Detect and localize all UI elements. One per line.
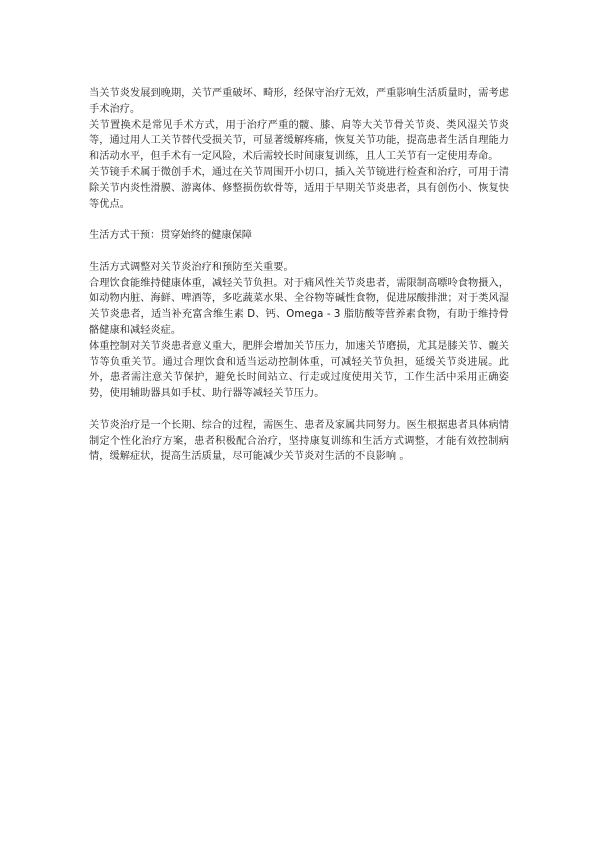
paragraph-arthroscopy: 关节镜手术属于微创手术，通过在关节周围开小切口，插入关节镜进行检查和治疗，可用于清除关节内炎性滑膜、游离体、修整损伤软骨等，适用于早期关节炎患者，具有创伤小、恢复快等优点。: [89, 166, 509, 210]
paragraph-weight-control: 体重控制对关节炎患者意义重大，肥胖会增加关节压力，加速关节磨损，尤其是膝关节、髋关节等负重关节。通过合理饮食和适当运动控制体重，可减轻关节负担，延缓关节炎进展。此外，患者需注意关节保护，避免长时间站立、行走或过度使用关节，工作生活中采用正确姿势，使用辅助器具如手杖、助行器等减轻关节压力。: [89, 340, 509, 400]
paragraph-joint-replacement: 关节置换术是常见手术方式，用于治疗严重的髋、膝、肩等大关节骨关节炎、类风湿关节炎等，通过用人工关节替代受损关节，可显著缓解疼痛，恢复关节功能，提高患者生活自理能力和活动水平，但手术有一定风险，术后需较长时间康复训练，且人工关节有一定使用寿命。: [89, 119, 509, 163]
paragraph-conclusion: 关节炎治疗是一个长期、综合的过程，需医生、患者及家属共同努力。医生根据患者具体病情制定个性化治疗方案，患者积极配合治疗，坚持康复训练和生活方式调整，才能有效控制病情，缓解症状，提高生活质量，尽可能减少关节炎对生活的不良影响 。: [89, 419, 509, 463]
section-heading: 生活方式干预：贯穿始终的健康保障: [89, 230, 252, 242]
paragraph-surgery-intro: 当关节炎发展到晚期，关节严重破坏、畸形，经保守治疗无效，严重影响生活质量时，需考虑手术治疗。: [89, 88, 509, 115]
paragraph-lifestyle-intro: 生活方式调整对关节炎治疗和预防至关重要。: [89, 261, 294, 273]
spacer: [89, 212, 509, 228]
spacer: [89, 402, 509, 418]
document-page: [89, 86, 509, 465]
spacer: [89, 244, 509, 260]
paragraph-diet: 合理饮食能维持健康体重，减轻关节负担。对于痛风性关节炎患者，需限制高嘌呤食物摄入，如动物内脏、海鲜、啤酒等，多吃蔬菜水果、全谷物等碱性食物，促进尿酸排泄；对于类风湿关节炎患者，适当补充富含维生素 D、钙、Omega - 3 脂肪酸等营养素食物，有助于维持骨骼健康和减轻炎症。: [89, 277, 509, 336]
